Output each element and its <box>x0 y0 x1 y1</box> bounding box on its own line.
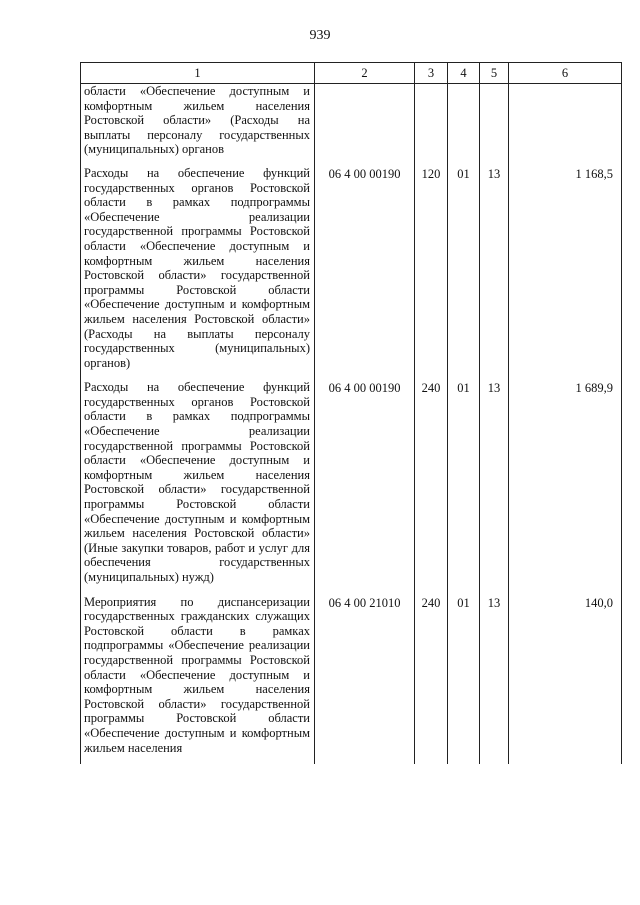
table-row <box>81 84 622 165</box>
row-expense-type: 240 <box>415 379 448 593</box>
budget-table <box>80 62 622 764</box>
column-header-5: 5 <box>480 63 509 84</box>
table-header-row <box>81 63 622 84</box>
table-row <box>81 165 622 379</box>
row-target-article: 06 4 00 00190 <box>315 165 415 379</box>
column-header-2: 2 <box>315 63 415 84</box>
row-section: 01 <box>448 379 480 593</box>
row-name: Мероприятия по диспансеризации государственных гражданских служащих Ростовской области в рамках подпрограммы «Обеспечение реализации государственной программы Ростовской области «Обеспечение доступным и комфортным жильем населения Ростовской области» государственной программы Ростовской области «Обеспечение доступным и комфортным жильем населения <box>81 594 315 765</box>
column-header-1: 1 <box>81 63 315 84</box>
row-name: области «Обеспечение доступным и комфортным жильем населения Ростовской области» (Расходы на выплаты персоналу государственных (муниципальных) органов <box>81 84 315 165</box>
row-section: 01 <box>448 165 480 379</box>
row-target-article <box>315 84 415 165</box>
row-amount: 140,0 <box>509 594 622 765</box>
row-section <box>448 84 480 165</box>
row-expense-type <box>415 84 448 165</box>
row-name: Расходы на обеспечение функций государственных органов Ростовской области в рамках подпрограммы «Обеспечение реализации государственной программы Ростовской области «Обеспечение доступным и комфортным жильем населения Ростовской области» государственной программы Ростовской области «Обеспечение доступным и комфортным жильем населения Ростовской области» (Иные закупки товаров, работ и услуг для обеспечения государственных (муниципальных) нужд) <box>81 379 315 593</box>
table-row <box>81 594 622 765</box>
row-amount: 1 689,9 <box>509 379 622 593</box>
row-name: Расходы на обеспечение функций государственных органов Ростовской области в рамках подпрограммы «Обеспечение реализации государственной программы Ростовской области «Обеспечение доступным и комфортным жильем населения Ростовской области» государственной программы Ростовской области «Обеспечение доступным и комфортным жильем населения Ростовской области» (Расходы на выплаты персоналу государственных (муниципальных) органов) <box>81 165 315 379</box>
column-header-6: 6 <box>509 63 622 84</box>
row-expense-type: 240 <box>415 594 448 765</box>
row-expense-type: 120 <box>415 165 448 379</box>
table-row <box>81 379 622 593</box>
row-section: 01 <box>448 594 480 765</box>
column-header-3: 3 <box>415 63 448 84</box>
row-subsection: 13 <box>480 594 509 765</box>
column-header-4: 4 <box>448 63 480 84</box>
row-amount <box>509 84 622 165</box>
row-amount: 1 168,5 <box>509 165 622 379</box>
row-subsection: 13 <box>480 165 509 379</box>
row-subsection <box>480 84 509 165</box>
row-target-article: 06 4 00 00190 <box>315 379 415 593</box>
row-subsection: 13 <box>480 379 509 593</box>
page-number: 939 <box>309 28 331 43</box>
row-target-article: 06 4 00 21010 <box>315 594 415 765</box>
